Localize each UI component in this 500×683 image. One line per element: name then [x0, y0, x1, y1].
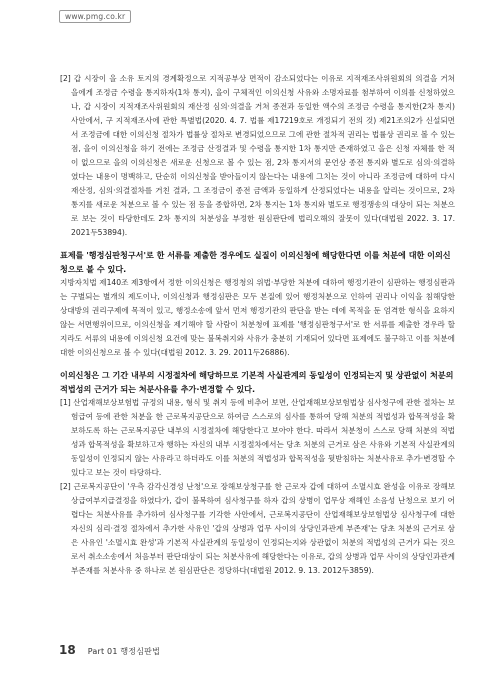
case-item-2-continued: [2] 갑 시장이 을 소유 토지의 경계확정으로 지적공부상 면적이 감소되었다는 이유로 지적재조사위원회의 의결을 거쳐 을에게 조정금 수령을 통지하자(1차 통지), 을이 구체적인 이의신청 사유와 소명자료를 첨부하여 이의를 신청하였으나, 갑 시장이 지적재조사위원회의 재산정 심의·의결을 거쳐 종전과 동일한 액수의 조정금 수령을 통지한(2차 통지) 사안에서, 구 지적재조사에 관한 특별법(2020. 4. 7. 법률 제17219호로 개정되기 전의 것) 제21조의2가 신설되면서 조정금에 대한 이의신청 절차가 법률상 절차로 변경되었으므로 그에 관한 절차적 권리는 법률상 권리로 볼 수 있는 점, 을이 이의신청을 하기 전에는 조정금 산정결과 및 수령을 통지한 1차 통지만 존재하였고 을은 신청 자체를 한 적이 없으므로 을의 이의신청은 새로운 신청으로 볼 수 있는 점, 2차 통지서의 문언상 종전 통지와 별도로 심의·의결하였다는 내용이 명백하고, 단순히 이의신청을 받아들이지 않는다는 내용에 그치는 것이 아니라 조정금에 대하여 다시 재산정, 심의·의결절차를 거친 결과, 그 조정금이 종전 금액과 동일하게 산정되었다는 내용을 알리는 것이므로, 2차 통지를 새로운 처분으로 볼 수 있는 점 등을 종합하면, 2차 통지는 1차 통지와 별도로 행정쟁송의 대상이 되는 처분으로 보는 것이 타당한데도 2차 통지의 처분성을 부정한 원심판단에 법리오해의 잘못이 있다(대법원 2022. 3. 17. 2021두53894). — [60, 74, 455, 237]
case-item-1: [1] 산업재해보상보험법 규정의 내용, 형식 및 취지 등에 비추어 보면, 산업재해보상보험법상 심사청구에 관한 절차는 보험급여 등에 관한 처분을 한 근로복지공단으로 하여금 스스로의 심사를 통하여 당해 처분의 적법성과 합목적성을 확보하도록 하는 근로복지공단 내부의 시정절차에 해당한다고 보아야 한다. 따라서 처분청이 스스로 당해 처분의 적법성과 합목적성을 확보하고자 행하는 자신의 내부 시정절차에서는 당초 처분의 근거로 삼은 사유와 기본적 사실관계의 동일성이 인정되지 않는 사유라고 하더라도 이를 처분의 적법성과 합목적성을 뒷받침하는 처분사유로 추가·변경할 수 있다고 보는 것이 타당하다. — [60, 398, 455, 477]
page-number: 18 — [59, 643, 76, 657]
section-paragraph-1: 지방자치법 제140조 제3항에서 정한 이의신청은 행정청의 위법·부당한 처분에 대하여 행정기관이 심판하는 행정심판과는 구별되는 별개의 제도이나, 이의신청과 행정심판은 모두 본질에 있어 행정처분으로 인하여 권리나 이익을 침해당한 상대방의 권리구제에 목적이 있고, 행정소송에 앞서 먼저 행정기관의 판단을 받는 데에 목적을 둔 엄격한 형식을 요하지 않는 서면행위이므로, 이의신청을 제기해야 할 사람이 처분청에 표제를 '행정심판청구서'로 한 서류를 제출한 경우라 할지라도 서류의 내용에 이의신청 요건에 맞는 불복취지와 사유가 충분히 기재되어 있다면 표제에도 불구하고 이를 처분에 대한 이의신청으로 볼 수 있다(대법원 2012. 3. 29. 2011두26886). — [60, 278, 455, 357]
part-title: Part 01 행정심판법 — [87, 647, 161, 656]
website-url: www.pmg.co.kr — [59, 10, 131, 23]
case-item-2: [2] 근로복지공단이 '우측 감각신경성 난청'으로 장해보상청구를 한 근로자 갑에 대하여 소멸시효 완성을 이유로 장해보상급여부지급결정을 하였다가, 갑이 불복하여 심사청구를 하자 갑의 상병이 업무상 재해인 소음성 난청으로 보기 어렵다는 처분사유를 추가하여 심사청구를 기각한 사안에서, 근로복지공단이 산업재해보상보험법상 심사청구에 대한 자신의 심리·결정 절차에서 추가한 사유인 '갑의 상병과 업무 사이의 상당인과관계 부존재'는 당초 처분의 근거로 삼은 사유인 '소멸시효 완성'과 기본적 사실관계의 동일성이 인정되는지와 상관없이 처분의 적법성의 근거가 되는 것으로서 취소소송에서 처음부터 판단대상이 되는 처분사유에 해당한다는 이유로, 갑의 상병과 업무 사이의 상당인과관계 부존재를 처분사유 중 하나로 본 원심판단은 정당하다(대법원 2012. 9. 13. 2012두3859). — [60, 482, 455, 575]
page-footer — [59, 643, 160, 657]
section-heading-1: 표제를 '행정심판청구서'로 한 서류를 제출한 경우에도 실질이 이의신청에 해당한다면 이를 처분에 대한 이의신청으로 볼 수 있다. — [60, 250, 451, 274]
section-heading-2: 이의신청은 그 기간 내부의 시정절차에 해당하므로 기본적 사실관계의 동일성이 인정되는지 및 상관없이 처분의 적법성의 근거가 되는 처분사유를 추가·변경할 수 있다. — [60, 370, 454, 394]
page-body — [60, 72, 455, 578]
